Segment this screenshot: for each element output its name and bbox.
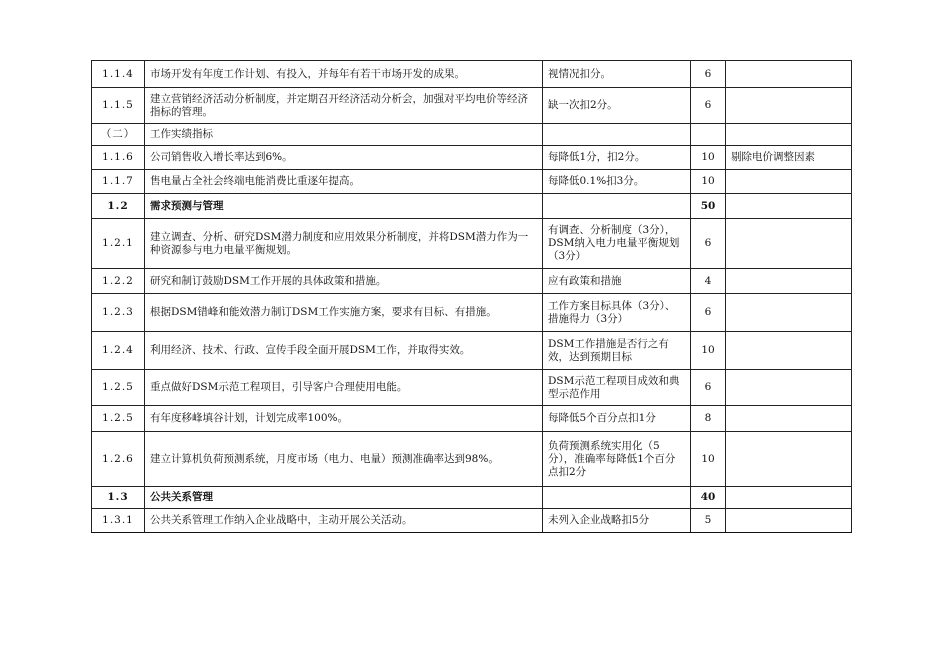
table-row bbox=[92, 194, 852, 219]
item-remark bbox=[726, 269, 852, 294]
item-description: 利用经济、技术、行政、宣传手段全面开展DSM工作，并取得实效。 bbox=[145, 332, 543, 370]
item-points: 6 bbox=[691, 61, 726, 88]
scoring-rule: 工作方案目标具体（3分）、措施得力（3分） bbox=[543, 294, 691, 332]
item-number: 1.2.5 bbox=[92, 406, 145, 432]
item-number: 1.2.2 bbox=[92, 269, 145, 294]
item-remark bbox=[726, 332, 852, 370]
item-remark bbox=[726, 509, 852, 533]
item-remark bbox=[726, 194, 852, 219]
table-row bbox=[92, 487, 852, 509]
item-number: 1.1.6 bbox=[92, 146, 145, 170]
item-number: 1.2.5 bbox=[92, 370, 145, 406]
item-points: 10 bbox=[691, 146, 726, 170]
item-description: 建立计算机负荷预测系统，月度市场（电力、电量）预测准确率达到98%。 bbox=[145, 432, 543, 487]
item-points bbox=[691, 124, 726, 146]
item-description: 建立调查、分析、研究DSM潜力制度和应用效果分析制度，并将DSM潜力作为一种资源参与电力电量平衡规划。 bbox=[145, 219, 543, 269]
item-description: 需求预测与管理 bbox=[145, 194, 543, 219]
item-number: （二） bbox=[92, 124, 145, 146]
item-description: 有年度移峰填谷计划，计划完成率100%。 bbox=[145, 406, 543, 432]
scoring-rule: 每降低0.1%扣3分。 bbox=[543, 170, 691, 194]
item-remark bbox=[726, 124, 852, 146]
table-row bbox=[92, 219, 852, 269]
table-row bbox=[92, 61, 852, 88]
scoring-rule: DSM工作措施是否行之有效，达到预期目标 bbox=[543, 332, 691, 370]
table-row bbox=[92, 269, 852, 294]
scoring-rule: 有调查、分析制度（3分），DSM纳入电力电量平衡规划（3分） bbox=[543, 219, 691, 269]
scoring-rule: 负荷预测系统实用化（5分），准确率每降低1个百分点扣2分 bbox=[543, 432, 691, 487]
item-remark: 剔除电价调整因素 bbox=[726, 146, 852, 170]
item-description: 建立营销经济活动分析制度，并定期召开经济活动分析会，加强对平均电价等经济指标的管理。 bbox=[145, 88, 543, 124]
item-description: 工作实绩指标 bbox=[145, 124, 543, 146]
scoring-rule bbox=[543, 487, 691, 509]
item-remark bbox=[726, 294, 852, 332]
item-description: 公共关系管理 bbox=[145, 487, 543, 509]
table-row bbox=[92, 124, 852, 146]
item-number: 1.2.1 bbox=[92, 219, 145, 269]
item-description: 公共关系管理工作纳入企业战略中，主动开展公关活动。 bbox=[145, 509, 543, 533]
item-number: 1.2.6 bbox=[92, 432, 145, 487]
item-remark bbox=[726, 88, 852, 124]
scoring-rule: DSM示范工程项目成效和典型示范作用 bbox=[543, 370, 691, 406]
item-points: 6 bbox=[691, 294, 726, 332]
item-number: 1.1.5 bbox=[92, 88, 145, 124]
item-remark bbox=[726, 61, 852, 88]
scoring-rule: 每降低5个百分点扣1分 bbox=[543, 406, 691, 432]
item-points: 10 bbox=[691, 432, 726, 487]
table-row bbox=[92, 406, 852, 432]
item-description: 售电量占全社会终端电能消费比重逐年提高。 bbox=[145, 170, 543, 194]
item-remark bbox=[726, 406, 852, 432]
evaluation-table bbox=[91, 60, 852, 533]
item-number: 1.2.3 bbox=[92, 294, 145, 332]
item-number: 1.3 bbox=[92, 487, 145, 509]
item-points: 6 bbox=[691, 219, 726, 269]
table-body bbox=[92, 61, 852, 533]
scoring-rule: 未列入企业战略扣5分 bbox=[543, 509, 691, 533]
item-remark bbox=[726, 487, 852, 509]
scoring-rule: 每降低1分，扣2分。 bbox=[543, 146, 691, 170]
item-points: 8 bbox=[691, 406, 726, 432]
table-row bbox=[92, 170, 852, 194]
table-row bbox=[92, 294, 852, 332]
table-row bbox=[92, 370, 852, 406]
item-points: 50 bbox=[691, 194, 726, 219]
item-number: 1.2 bbox=[92, 194, 145, 219]
item-points: 10 bbox=[691, 170, 726, 194]
item-number: 1.3.1 bbox=[92, 509, 145, 533]
item-description: 重点做好DSM示范工程项目，引导客户合理使用电能。 bbox=[145, 370, 543, 406]
table-row bbox=[92, 88, 852, 124]
scoring-rule: 视情况扣分。 bbox=[543, 61, 691, 88]
item-number: 1.2.4 bbox=[92, 332, 145, 370]
scoring-rule: 应有政策和措施 bbox=[543, 269, 691, 294]
item-number: 1.1.7 bbox=[92, 170, 145, 194]
item-points: 5 bbox=[691, 509, 726, 533]
scoring-rule bbox=[543, 194, 691, 219]
table-row bbox=[92, 332, 852, 370]
item-description: 根据DSM错峰和能效潜力制订DSM工作实施方案，要求有目标、有措施。 bbox=[145, 294, 543, 332]
item-remark bbox=[726, 170, 852, 194]
table-row bbox=[92, 509, 852, 533]
scoring-rule bbox=[543, 124, 691, 146]
item-points: 6 bbox=[691, 88, 726, 124]
item-remark bbox=[726, 432, 852, 487]
item-number: 1.1.4 bbox=[92, 61, 145, 88]
item-points: 10 bbox=[691, 332, 726, 370]
item-description: 市场开发有年度工作计划、有投入，并每年有若干市场开发的成果。 bbox=[145, 61, 543, 88]
table-row bbox=[92, 432, 852, 487]
item-points: 40 bbox=[691, 487, 726, 509]
item-remark bbox=[726, 370, 852, 406]
item-points: 6 bbox=[691, 370, 726, 406]
item-points: 4 bbox=[691, 269, 726, 294]
scoring-rule: 缺一次扣2分。 bbox=[543, 88, 691, 124]
table-row bbox=[92, 146, 852, 170]
item-remark bbox=[726, 219, 852, 269]
item-description: 研究和制订鼓励DSM工作开展的具体政策和措施。 bbox=[145, 269, 543, 294]
item-description: 公司销售收入增长率达到6%。 bbox=[145, 146, 543, 170]
